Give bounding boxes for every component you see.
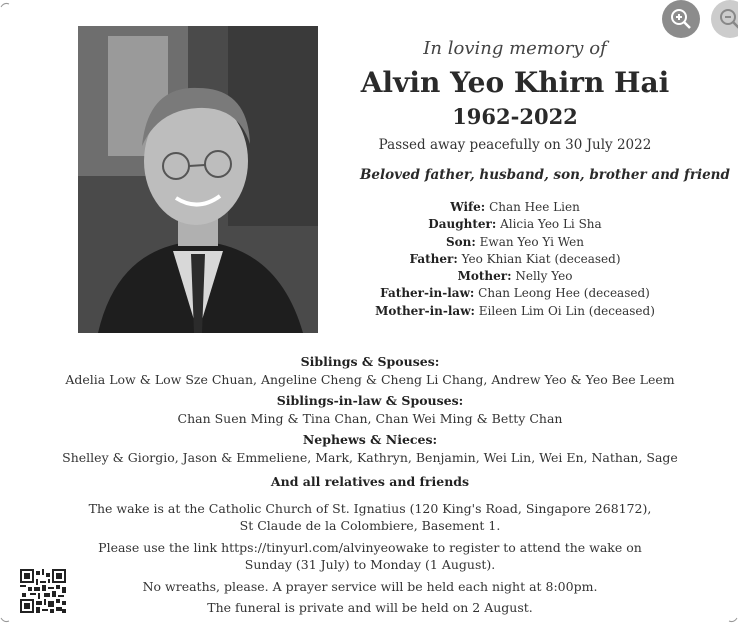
siblings-names: Adelia Low & Low Sze Chuan, Angeline Cheng & Cheng Li Chang, Andrew Yeo & Yeo Bee Leem: [65, 372, 675, 387]
family-item: Mother-in-law: Eileen Lim Oi Lin (deceased): [375, 303, 655, 318]
corner-ornament: [0, 0, 14, 14]
family-item: Father: Yeo Khian Kiat (deceased): [409, 251, 621, 266]
wreaths-notice: No wreaths, please. A prayer service will be held each night at 8:00pm.: [142, 579, 598, 594]
all-relatives-text: And all relatives and friends: [270, 474, 470, 489]
deceased-name: Alvin Yeo Khirn Hai: [360, 66, 670, 99]
portrait-photo: [78, 26, 318, 333]
zoom-out-button[interactable]: [711, 0, 738, 38]
family-item: Mother: Nelly Yeo: [457, 269, 573, 284]
inlaws-heading: Siblings-in-law & Spouses:: [276, 393, 464, 408]
zoom-in-icon: [662, 0, 700, 38]
family-item: Father-in-law: Chan Leong Hee (deceased): [380, 286, 650, 301]
inlaws-names: Chan Suen Ming & Tina Chan, Chan Wei Ming & Betty Chan: [177, 411, 563, 426]
wake-location-line: The wake is at the Catholic Church of St. Ignatius (120 King's Road, Singapore 268172),: [88, 501, 652, 516]
qr-code-icon[interactable]: [20, 569, 66, 613]
wake-location-line: St Claude de la Colombiere, Basement 1.: [239, 518, 501, 533]
corner-ornament: [0, 609, 14, 623]
life-years: 1962-2022: [452, 104, 578, 129]
wake-dates-line: Sunday (31 July) to Monday (1 August).: [244, 557, 496, 572]
tagline: Beloved father, husband, son, brother and friend: [360, 167, 730, 183]
family-item: Daughter: Alicia Yeo Li Sha: [428, 217, 602, 232]
nephews-heading: Nephews & Nieces:: [302, 432, 438, 447]
family-list: [360, 199, 670, 320]
family-item: Son: Ewan Yeo Yi Wen: [446, 234, 584, 249]
corner-ornament: [724, 609, 738, 623]
intro-text: In loving memory of: [423, 38, 607, 59]
siblings-heading: Siblings & Spouses:: [300, 354, 440, 369]
registration-link-line: Please use the link https://tinyurl.com/alvinyeowake to register to attend the wake on: [98, 540, 642, 555]
funeral-notice: The funeral is private and will be held on 2 August.: [207, 600, 533, 615]
passed-away-text: Passed away peacefully on 30 July 2022: [378, 137, 652, 153]
zoom-in-button[interactable]: [662, 0, 700, 38]
family-item: Wife: Chan Hee Lien: [450, 200, 580, 214]
zoom-out-icon: [711, 0, 738, 38]
nephews-names: Shelley & Giorgio, Jason & Emmeliene, Mark, Kathryn, Benjamin, Wei Lin, Wei En, Nathan, Sage: [62, 450, 678, 465]
